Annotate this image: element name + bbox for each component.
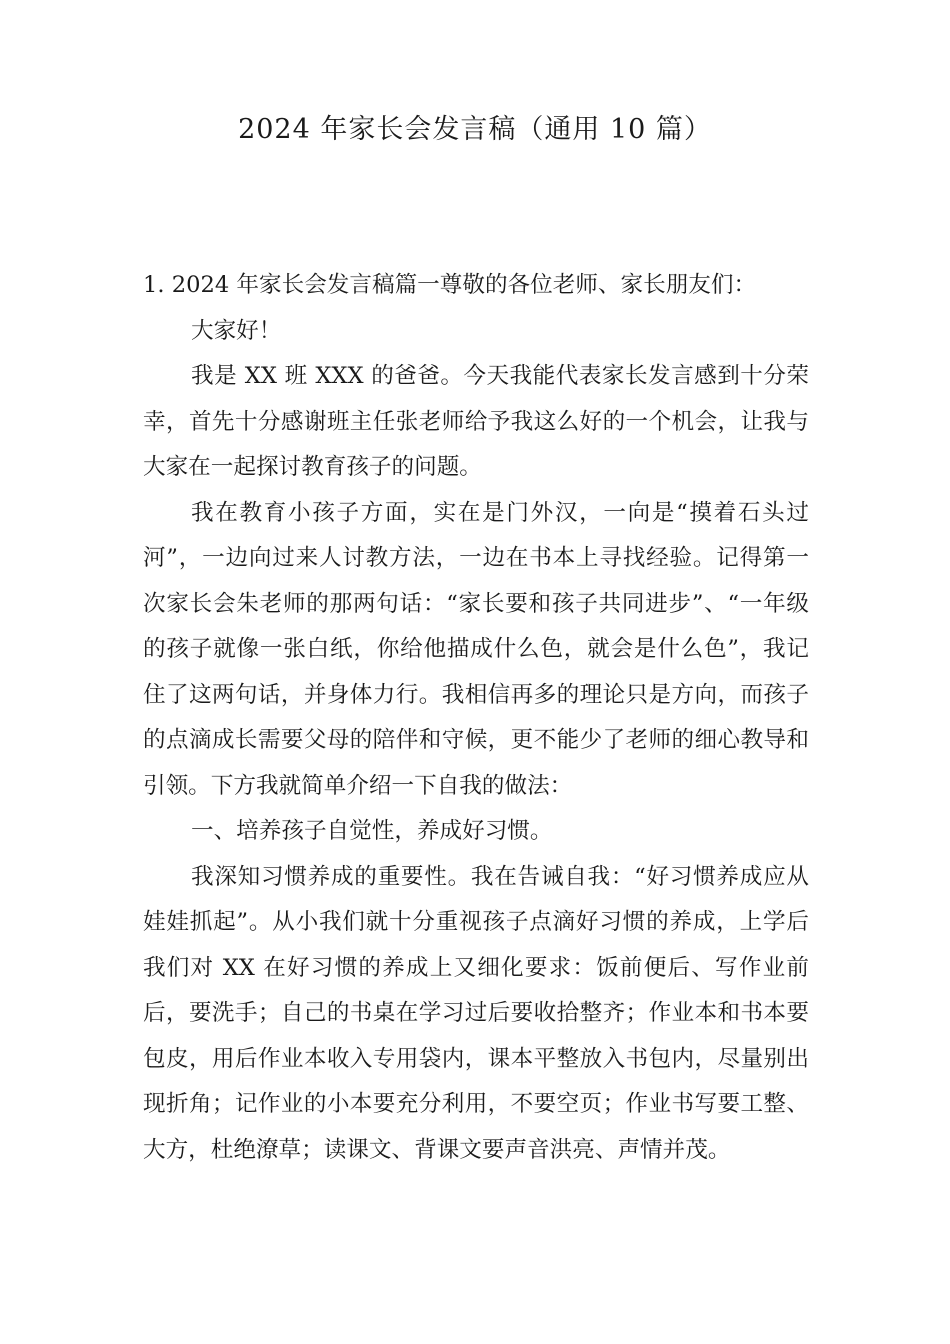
subheading-paragraph: 一、培养孩子自觉性，养成好习惯。 <box>191 818 553 844</box>
body-paragraph: 我深知习惯养成的重要性。我在告诫自我：“好习惯养成应从娃娃抓起”。从小我们就十分重视孩子点滴好习惯的养成，上学后我们对 XX 在好习惯的养成上又细化要求：饭前便后、写作业前后，要洗手；自己的书桌在学习过后要收拾整齐；作业本和书本要包皮，用后作业本收入专用袋内，课本平整放入书包内，尽量别出现折角；记作业的小本要充分利用，不要空页；作业书写要工整、大方，杜绝潦草；读课文、背课文要声音洪亮、声情并茂。 <box>143 863 809 1163</box>
greeting-paragraph: 大家好！ <box>191 317 282 344</box>
body-paragraph: 我在教育小孩子方面，实在是门外汉，一向是“摸着石头过河”，一边向过来人讨教方法，一边在书本上寻找经验。记得第一次家长会朱老师的那两句话：“家长要和孩子共同进步”、“一年级的孩子就像一张白纸，你给他描成什么色，就会是什么色”，我记住了这两句话，并身体力行。我相信再多的理论只是方向，而孩子的点滴成长需要父母的陪伴和守候，更不能少了老师的细心教导和引领。下方我就简单介绍一下自我的做法： <box>143 499 809 799</box>
document-title: 2024 年家长会发言稿（通用 10 篇） <box>238 114 712 145</box>
document-body <box>143 263 809 1173</box>
section-heading-paragraph: 1. 2024 年家长会发言稿篇一尊敬的各位老师、家长朋友们： <box>143 272 757 298</box>
body-paragraph: 我是 XX 班 XXX 的爸爸。今天我能代表家长发言感到十分荣幸，首先十分感谢班主任张老师给予我这么好的一个机会，让我与大家在一起探讨教育孩子的问题。 <box>143 363 809 480</box>
